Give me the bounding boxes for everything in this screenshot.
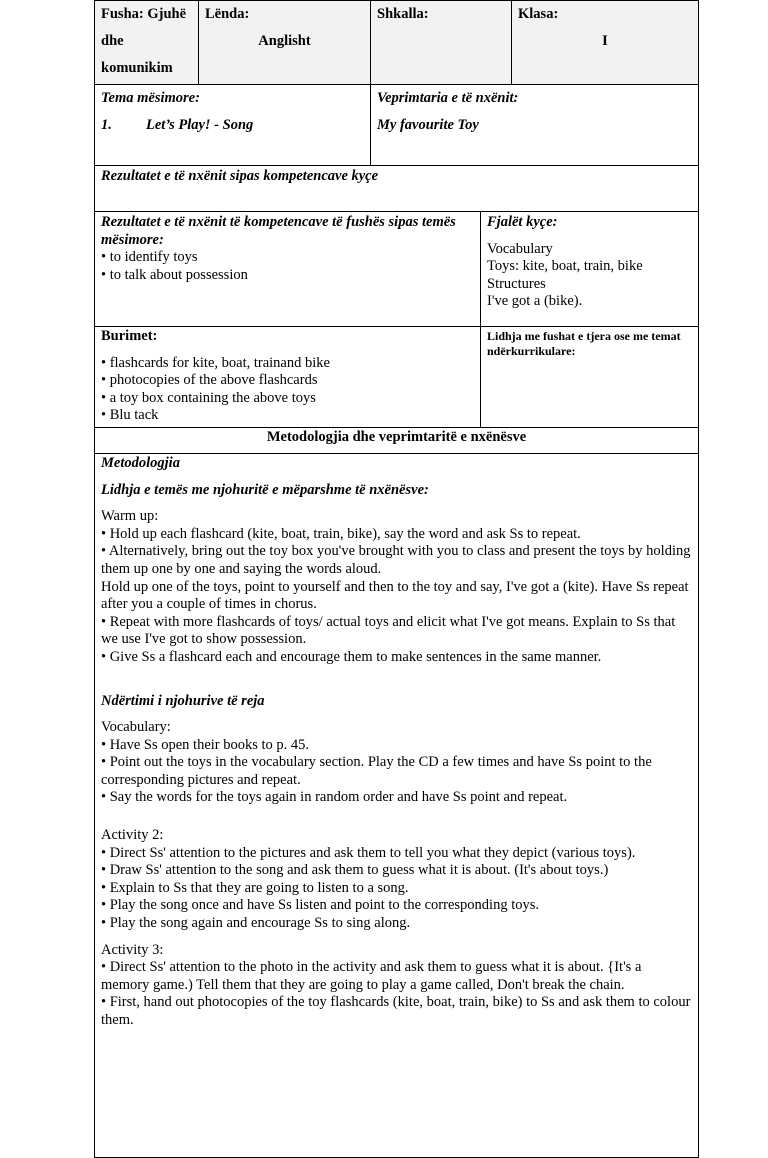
fjalet-kyce-line: Structures <box>487 275 546 292</box>
burimet-row <box>95 327 699 428</box>
warmup-line: Hold up one of the toys, point to yourself and then to the toy and say, I've got a (kite). Have Ss repeat after you a couple of times in chorus. <box>101 578 689 613</box>
klasa-value: I <box>602 33 608 49</box>
shkalla-cell <box>371 1 512 85</box>
warmup-line: Warm up: <box>101 508 159 525</box>
metodologjia-body-row <box>95 453 699 1157</box>
activity2-line: Activity 2: <box>101 827 164 844</box>
rezultatet-fushes-label: Rezultatet e të nxënit të kompetencave të fushës sipas temës mësimore: <box>101 214 456 248</box>
veprimtaria-label: Veprimtaria e të nxënit: <box>377 90 519 106</box>
rezultatet-kompetencave-cell: Rezultatet e të nxënit sipas kompetencave kyçe <box>95 166 699 212</box>
header-row <box>95 1 699 85</box>
kompetencat-row <box>95 166 699 212</box>
rezultatet-item: • to talk about possession <box>101 266 248 283</box>
warmup-line: • Repeat with more flashcards of toys/ actual toys and elicit what I've got means. Explain to Ss that we use I've got to show possession. <box>101 613 676 648</box>
rezultatet-fjalet-row <box>95 212 699 327</box>
activity3-section <box>101 942 692 1030</box>
klasa-label: Klasa: <box>518 6 559 22</box>
fjalet-kyce-cell <box>481 212 699 327</box>
activity3-line: • First, hand out photocopies of the toy flashcards (kite, boat, train, bike) to Ss and ask them to colour them. <box>101 994 691 1028</box>
fjalet-kyce-line: I've got a (bike). <box>487 293 583 310</box>
rezultatet-item: • to identify toys <box>101 249 198 266</box>
burimet-item: • a toy box containing the above toys <box>101 389 316 406</box>
tema-cell <box>95 85 371 166</box>
activity3-line: Activity 3: <box>101 941 164 958</box>
burimet-item: • flashcards for kite, boat, trainand bike <box>101 354 330 371</box>
vocabulary-section <box>101 719 692 807</box>
fjalet-kyce-line: Vocabulary <box>487 240 553 257</box>
activity2-line: • Draw Ss' attention to the song and ask them to guess what it is about. (It's about toys.) <box>101 862 609 879</box>
lidhja-fushat-cell: Lidhja me fushat e tjera ose me temat ndërkurrikulare: <box>481 327 699 428</box>
activity2-line: • Play the song again and encourage Ss to sing along. <box>101 915 411 932</box>
lenda-cell <box>199 1 371 85</box>
vocabulary-line: • Point out the toys in the vocabulary section. Play the CD a few times and have Ss point to the corresponding pictures and repeat. <box>101 754 652 788</box>
warmup-line: • Alternatively, bring out the toy box you've brought with you to class and present the toys by holding them up one by one and saying the words aloud. <box>101 543 691 577</box>
warmup-line: • Give Ss a flashcard each and encourage them to make sentences in the same manner. <box>101 648 602 665</box>
metodologjia-title: Metodologjia <box>101 454 180 471</box>
activity2-line: • Explain to Ss that they are going to listen to a song. <box>101 879 409 896</box>
topic-row <box>95 85 699 166</box>
metodologjia-header-row <box>95 427 699 453</box>
metodologjia-body-cell <box>95 453 699 1157</box>
fjalet-kyce-line: Toys: kite, boat, train, bike <box>487 258 643 275</box>
burimet-cell <box>95 327 481 428</box>
lesson-plan-document <box>94 0 698 1158</box>
burimet-label: Burimet: <box>101 328 158 344</box>
ndertimi-title: Ndërtimi i njohurive të reja <box>101 692 265 709</box>
burimet-item: • photocopies of the above flashcards <box>101 372 318 389</box>
activity2-line: • Direct Ss' attention to the pictures and ask them to tell you what they depict (various toys). <box>101 844 636 861</box>
rezultatet-fushes-cell <box>95 212 481 327</box>
fusha-cell: Fusha: Gjuhë dhe komunikim <box>95 1 199 85</box>
fjalet-kyce-label: Fjalët kyçe: <box>487 214 558 230</box>
lenda-value: Anglisht <box>258 33 311 49</box>
tema-number: 1. <box>101 117 112 133</box>
warmup-section <box>101 508 692 666</box>
klasa-cell <box>512 1 699 85</box>
metodologjia-header-cell: Metodologjia dhe veprimtaritë e nxënësve <box>95 427 699 453</box>
veprimtaria-cell <box>371 85 699 166</box>
warmup-line: • Hold up each flashcard (kite, boat, train, bike), say the word and ask Ss to repeat. <box>101 525 581 542</box>
veprimtaria-value: My favourite Toy <box>377 117 479 133</box>
activity2-section <box>101 827 692 933</box>
lidhja-title: Lidhja e temës me njohuritë e mëparshme të nxënësve: <box>101 481 429 498</box>
vocabulary-line: Vocabulary: <box>101 719 171 736</box>
lesson-plan-table <box>94 0 699 1158</box>
shkalla-label: Shkalla: <box>377 6 429 22</box>
tema-label: Tema mësimore: <box>101 90 200 106</box>
vocabulary-line: • Have Ss open their books to p. 45. <box>101 736 310 753</box>
activity2-line: • Play the song once and have Ss listen and point to the corresponding toys. <box>101 897 539 914</box>
tema-value: Let’s Play! - Song <box>146 117 254 133</box>
tema-line <box>101 112 364 139</box>
activity3-line: • Direct Ss' attention to the photo in the activity and ask them to guess what it is about. {It's a memory game.) Tell them that they are going to play a game called, Don't break the chain. <box>101 959 642 993</box>
vocabulary-line: • Say the words for the toys again in random order and have Ss point and repeat. <box>101 789 568 806</box>
lenda-label: Lënda: <box>205 6 250 22</box>
burimet-item: • Blu tack <box>101 407 159 424</box>
